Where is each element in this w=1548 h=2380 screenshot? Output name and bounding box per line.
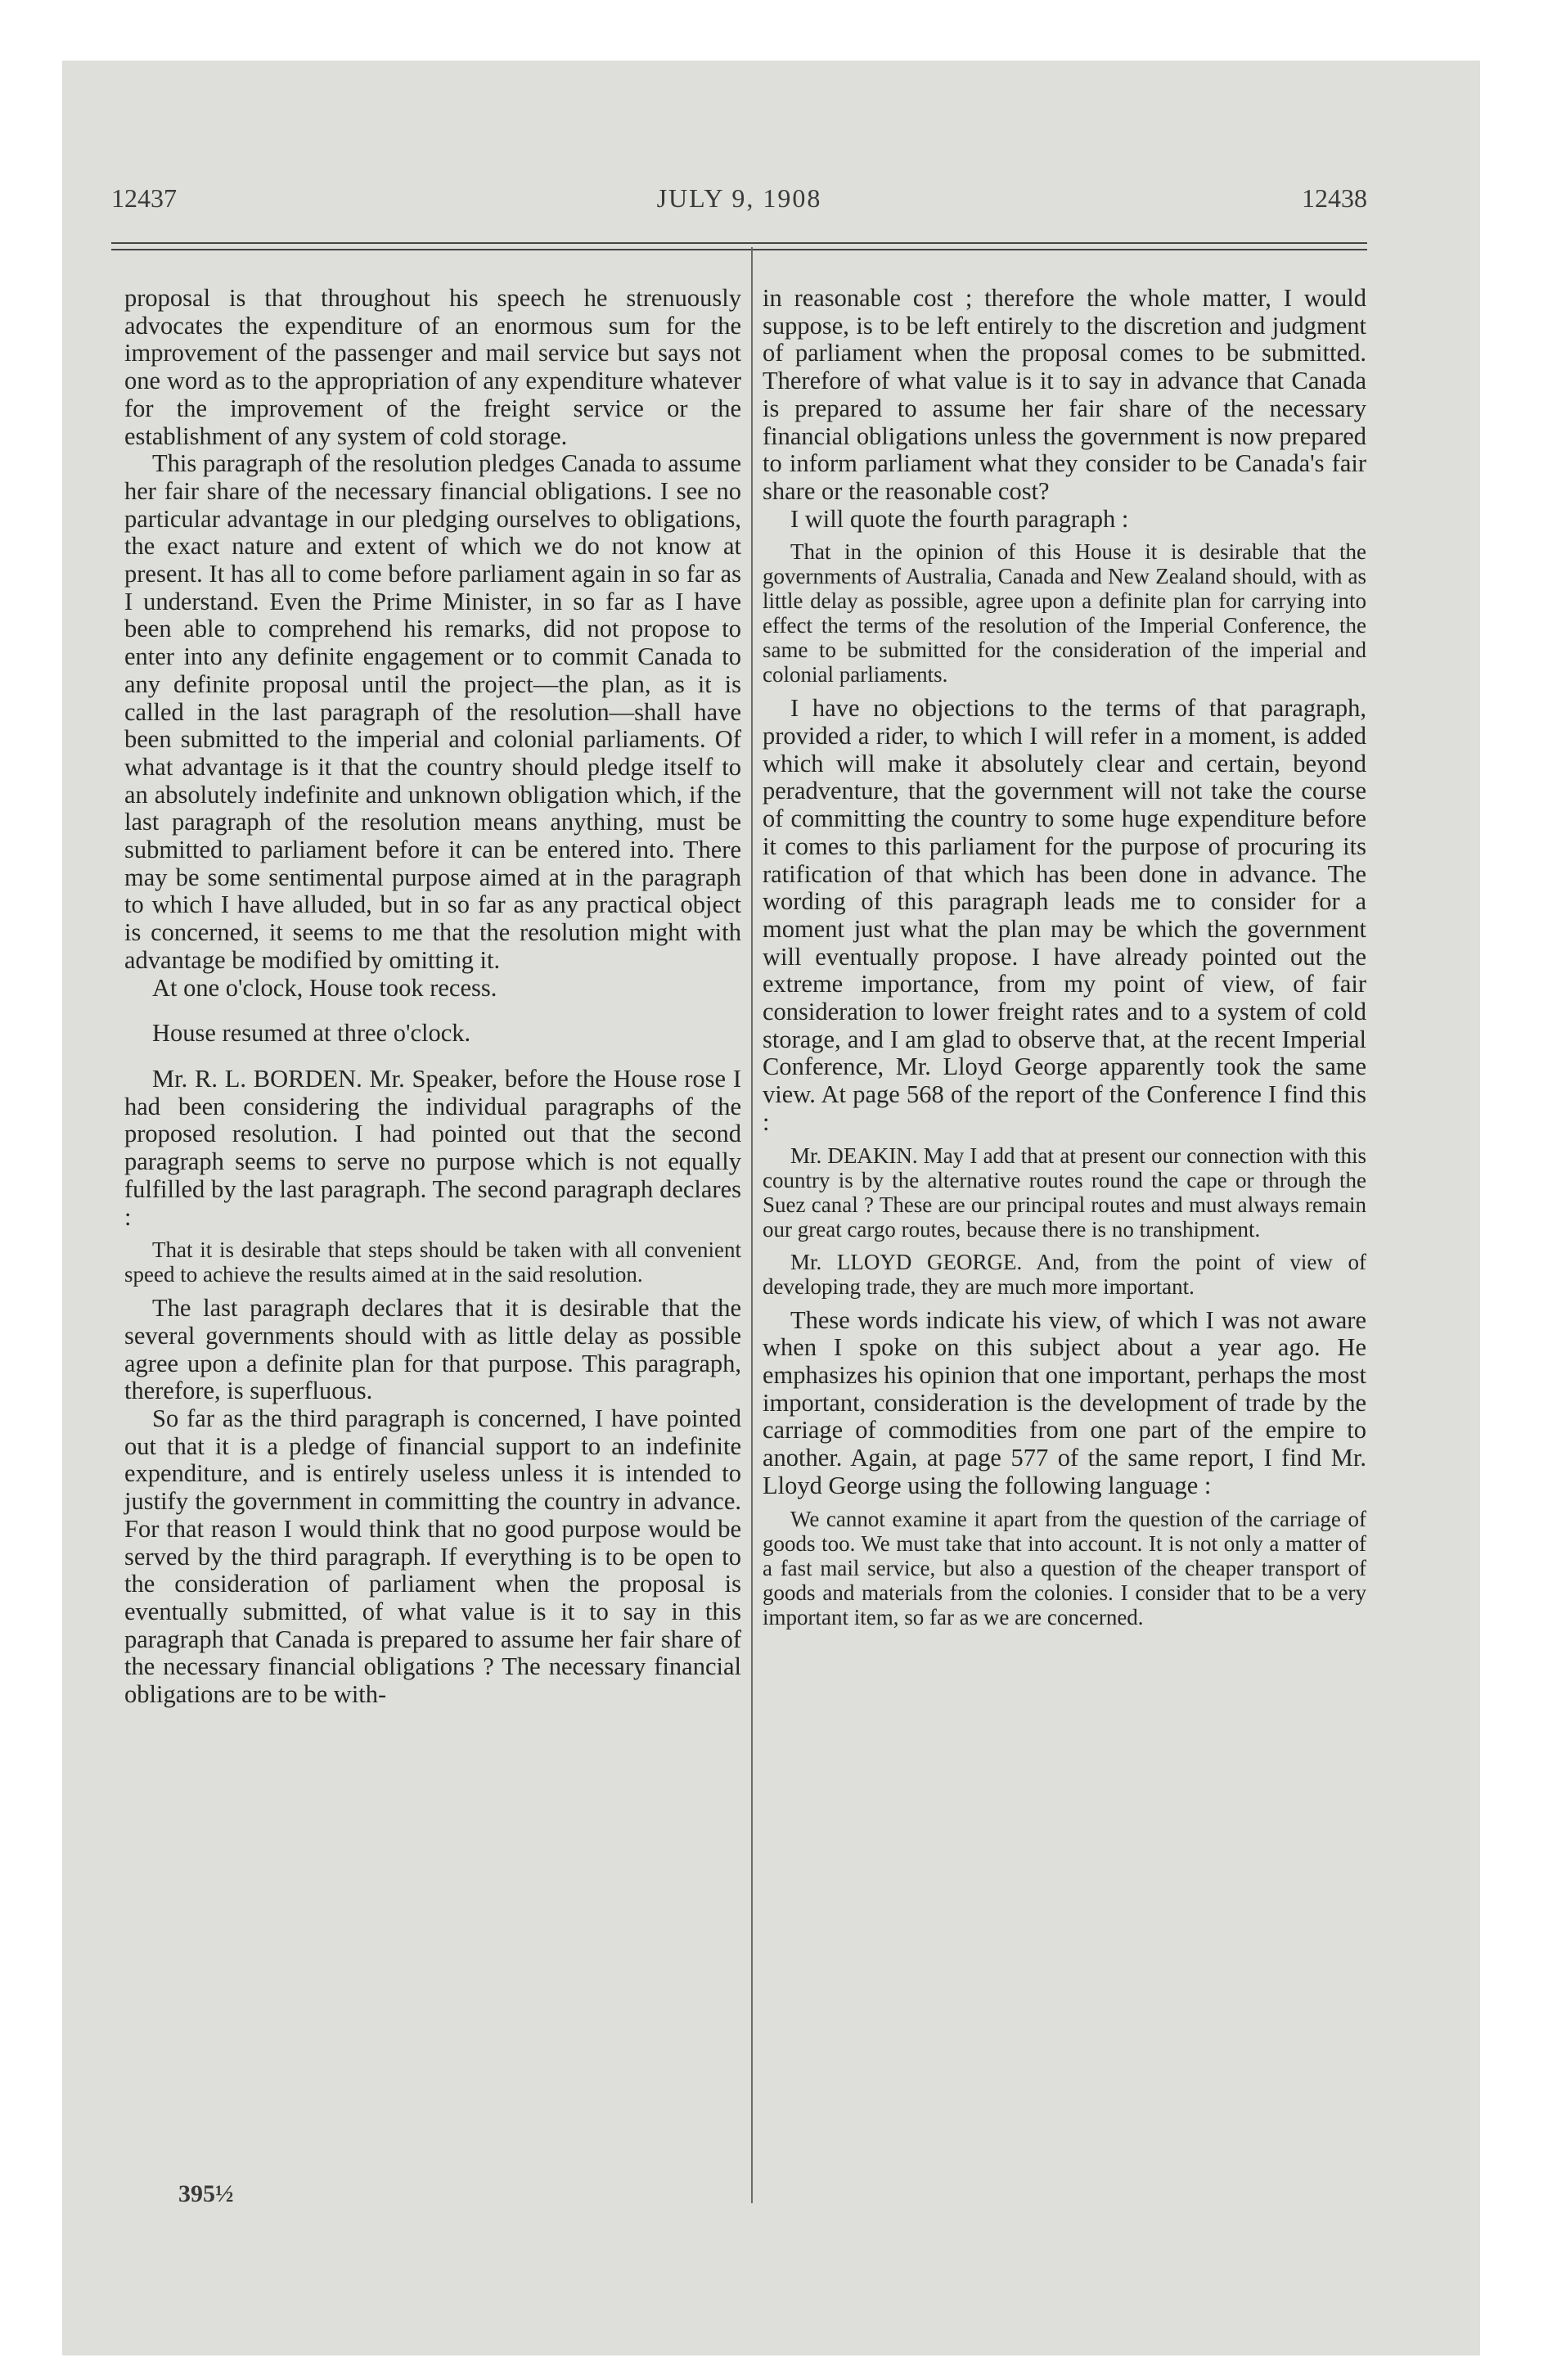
right-page-number: 12438 xyxy=(1302,183,1367,213)
paragraph: in reasonable cost ; therefore the whole matter, I would suppose, is to be left entirely to the discretion and judgment of parliament when the proposal comes to be submitted. Therefore of what value is it to say in advance that Canada is prepared to assume her fair share of the necessary financial obligations unless the government is now prepared to inform parliament what they consider to be Canada's fair share or the reasonable cost? xyxy=(763,284,1366,505)
page-date: JULY 9, 1908 xyxy=(656,183,822,213)
paragraph: These words indicate his view, of which I was not aware when I spoke on this subject about a year ago. He emphasizes his opinion that one important, perhaps the most important, consideration is the development of trade by the carriage of commodities from one part of the empire to another. Again, at page 577 of the same report, I find Mr. Lloyd George using the following language : xyxy=(763,1305,1366,1499)
header-rule-bottom xyxy=(111,249,1367,250)
quoted-resolution: That it is desirable that steps should be taken with all convenient speed to achieve the results aimed at in the said resolution. xyxy=(124,1237,741,1287)
sheet-mark: 395½ xyxy=(178,2180,234,2207)
quoted-resolution: That in the opinion of this House it is desirable that the governments of Australia, Canada and New Zealand should, with as little delay as possible, agree upon a definite plan for carrying into effect the terms of the resolution of the Imperial Conference, the same to be submitted for the consideration of the imperial and colonial parliaments. xyxy=(763,539,1366,687)
paragraph: I will quote the fourth paragraph : xyxy=(790,504,1129,533)
speaker-paragraph: Mr. R. L. BORDEN. Mr. Speaker, before the House rose I had been considering the individual paragraphs of the proposed resolution. I had pointed out that the second paragraph seems to serve no purpose which is not equally fulfilled by the last paragraph. The second paragraph declares : xyxy=(124,1064,741,1231)
page-header xyxy=(111,183,1367,223)
header-rule-top xyxy=(111,242,1367,244)
right-column xyxy=(763,285,1366,1638)
quoted-passage: We cannot examine it apart from the question of the carriage of goods too. We must take that into account. It is not only a matter of a fast mail service, but also a question of the cheaper transport of goods and materials from the colonies. I consider that to be a very important item, so far as we are concerned. xyxy=(763,1506,1366,1629)
paragraph: So far as the third paragraph is concerned, I have pointed out that it is a pledge of financial support to an indefinite expenditure, and is entirely useless unless it is intended to justify the government in committing the country in advance. For that reason I would think that no good purpose would be served by the third paragraph. If everything is to be open to the consideration of parliament when the proposal is eventually submitted, of what value is it to say in this paragraph that Canada is prepared to assume her fair share of the necessary financial obligations ? The necessary financial obligations are to be with- xyxy=(124,1404,741,1709)
quoted-exchange: Mr. DEAKIN. May I add that at present our connection with this country is by the alternative routes round the cape or through the Suez canal ? These are our principal routes and must always remain our great cargo routes, because there is no transhipment. xyxy=(763,1143,1366,1242)
left-column xyxy=(124,285,741,1709)
column-divider xyxy=(751,247,753,2203)
paragraph: I have no objections to the terms of that paragraph, provided a rider, to which I will refer in a moment, is added which will make it absolutely clear and certain, beyond peradventure, that the government will not take the course of committing the country to some huge expenditure before it comes to this parliament for the purpose of procuring its ratification of that which has been done in advance. The wording of this paragraph leads me to consider for a moment just what the plan may be which the government will eventually propose. I have already pointed out the extreme importance, from my point of view, of fair consideration to lower freight rates and to a system of cold storage, and I am glad to observe that, at the recent Imperial Conference, Mr. Lloyd George apparently took the same view. At page 568 of the report of the Conference I find this : xyxy=(763,694,1366,1136)
left-page-number: 12437 xyxy=(111,183,177,213)
quoted-exchange: Mr. LLOYD GEORGE. And, from the point of view of developing trade, they are much more important. xyxy=(763,1249,1366,1299)
resumed-note: House resumed at three o'clock. xyxy=(152,1019,471,1048)
paragraph: The last paragraph declares that it is desirable that the several governments should with as little delay as possible agree upon a definite plan for that purpose. This paragraph, therefore, is superfluous. xyxy=(124,1294,741,1405)
recess-note: At one o'clock, House took recess. xyxy=(152,973,497,1002)
paragraph: This paragraph of the resolution pledges Canada to assume her fair share of the necessary financial obligations. I see no particular advantage in our pledging ourselves to obligations, the exact nature and extent of which we do not know at present. It has all to come before parliament again in so far as I understand. Even the Prime Minister, in so far as I have been able to comprehend his remarks, did not propose to enter into any definite engagement or to commit Canada to any definite proposal until the project—the plan, as it is called in the last paragraph of the resolution—shall have been submitted to the imperial and colonial parliaments. Of what advantage is it that the country should pledge itself to an absolutely indefinite and unknown obligation which, if the last paragraph of the resolution means anything, must be submitted to parliament before it can be entered into. There may be some sentimental purpose aimed at in the paragraph to which I have alluded, but in so far as any practical object is concerned, it seems to me that the resolution might with advantage be modified by omitting it. xyxy=(124,449,741,974)
paragraph: proposal is that throughout his speech he strenuously advocates the expenditure of an enormous sum for the improvement of the passenger and mail service but says not one word as to the appropriation of any expenditure whatever for the improvement of the freight service or the establishment of any system of cold storage. xyxy=(124,284,741,450)
